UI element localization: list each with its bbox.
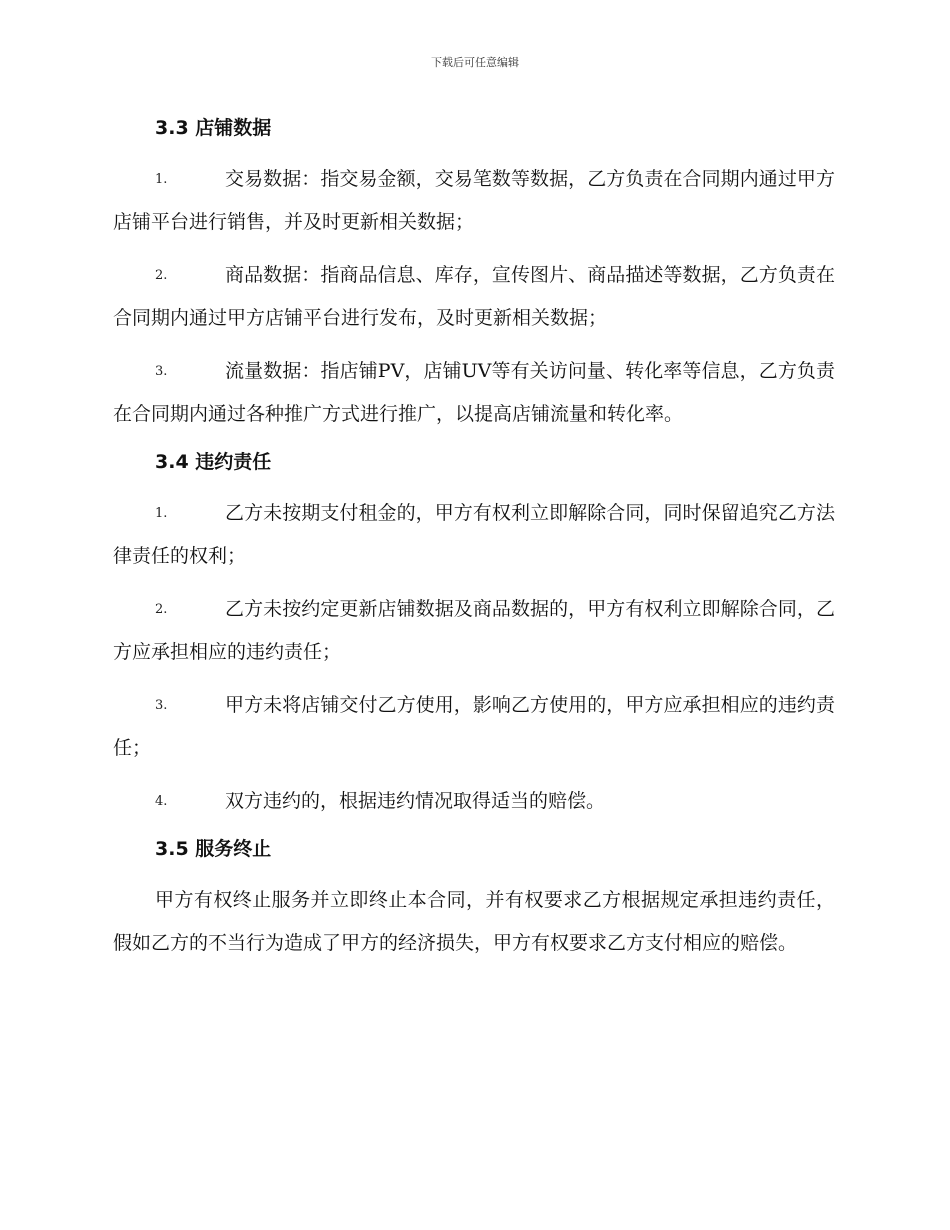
list-item — [113, 588, 835, 674]
list-text: 流量数据：指店铺PV，店铺UV等有关访问量、转化率等信息，乙方负责在合同期内通过各种推广方式进行推广，以提高店铺流量和转化率。 — [113, 360, 835, 425]
list-text: 双方违约的，根据违约情况取得适当的赔偿。 — [225, 790, 606, 812]
section-paragraph: 甲方有权终止服务并立即终止本合同，并有权要求乙方根据规定承担违约责任，假如乙方的不当行为造成了甲方的经济损失，甲方有权要求乙方支付相应的赔偿。 — [113, 889, 835, 954]
list-item — [113, 254, 835, 340]
list-item — [113, 350, 835, 436]
list-item — [113, 492, 835, 578]
list-item — [113, 780, 835, 823]
list-number: 2. — [155, 268, 168, 283]
list-text: 商品数据：指商品信息、库存，宣传图片、商品描述等数据，乙方负责在合同期内通过甲方店铺平台进行发布，及时更新相关数据； — [113, 264, 835, 329]
list-number: 1. — [155, 506, 168, 521]
list-text: 甲方未将店铺交付乙方使用，影响乙方使用的，甲方应承担相应的违约责任； — [113, 694, 835, 759]
section-title-3-5: 3.5 服务终止 — [155, 838, 272, 860]
list-item — [113, 158, 835, 244]
list-number: 3. — [155, 364, 168, 379]
list-number: 4. — [155, 794, 168, 809]
list-text: 乙方未按约定更新店铺数据及商品数据的，甲方有权利立即解除合同，乙方应承担相应的违约责任； — [113, 598, 835, 663]
list-text: 乙方未按期支付租金的，甲方有权利立即解除合同，同时保留追究乙方法律责任的权利； — [113, 502, 835, 567]
header-note: 下载后可任意编辑 — [431, 56, 519, 69]
list-item — [113, 684, 835, 770]
document-content — [113, 112, 835, 965]
list-number: 1. — [155, 172, 168, 187]
list-text: 交易数据：指交易金额，交易笔数等数据，乙方负责在合同期内通过甲方店铺平台进行销售，并及时更新相关数据； — [113, 168, 835, 233]
list-number: 2. — [155, 602, 168, 617]
section-title-3-3: 3.3 店铺数据 — [155, 117, 272, 139]
list-number: 3. — [155, 698, 168, 713]
section-title-3-4: 3.4 违约责任 — [155, 451, 272, 473]
